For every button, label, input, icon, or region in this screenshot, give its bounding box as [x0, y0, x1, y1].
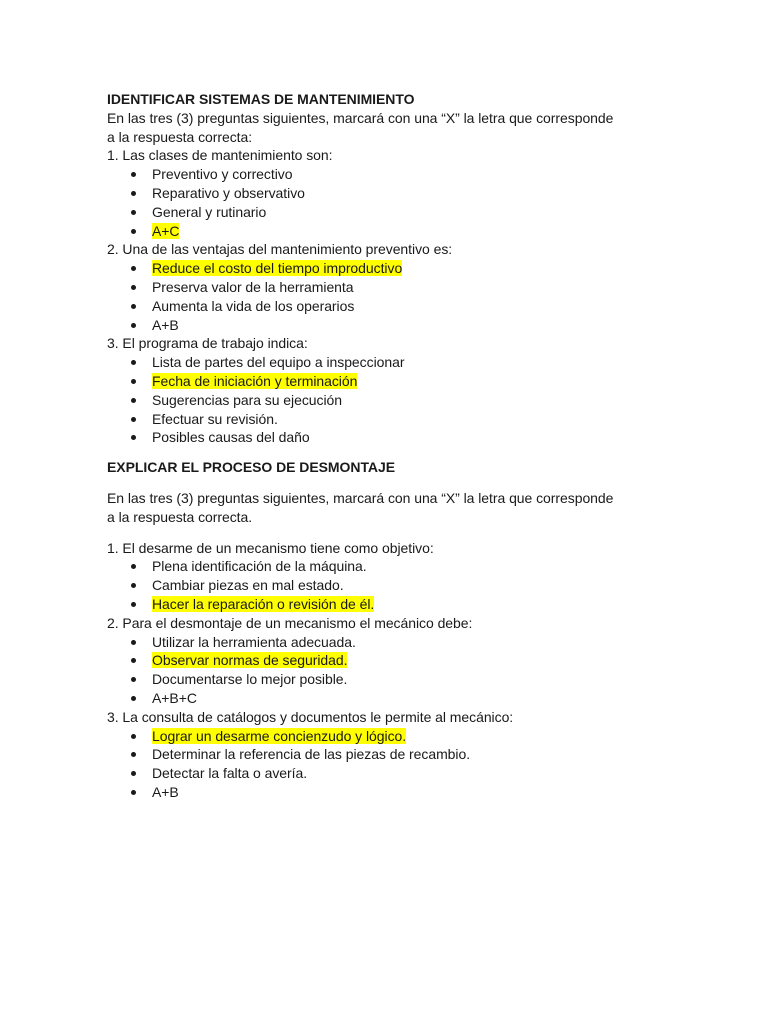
s2-q3-options	[107, 727, 667, 802]
option-text: Posibles causas del daño	[152, 429, 310, 446]
list-item	[107, 745, 667, 764]
option-text-highlighted: Fecha de iniciación y terminación	[152, 372, 358, 389]
option-text-highlighted: Observar normas de seguridad.	[152, 652, 348, 669]
option-text: Preventivo y correctivo	[152, 166, 293, 183]
list-item	[107, 783, 667, 802]
spacer	[107, 447, 667, 458]
list-item	[107, 184, 667, 203]
option-text-highlighted: Lograr un desarme concienzudo y lógico.	[152, 727, 407, 744]
list-item	[107, 595, 667, 614]
section1-intro-line1: En las tres (3) preguntas siguientes, marcará con una “X” la letra que corresponde	[107, 109, 614, 126]
section1-title: IDENTIFICAR SISTEMAS DE MANTENIMIENTO	[107, 91, 415, 107]
section2-intro-line1: En las tres (3) preguntas siguientes, marcará con una “X” la letra que corresponde	[107, 489, 614, 506]
list-item	[107, 297, 667, 316]
s1-q3-options	[107, 353, 667, 447]
option-text: Reparativo y observativo	[152, 184, 305, 201]
list-item	[107, 557, 667, 576]
list-item	[107, 727, 667, 746]
s1-question-2: 2. Una de las ventajas del mantenimiento preventivo es:	[107, 241, 453, 258]
list-item	[107, 670, 667, 689]
option-text: Aumenta la vida de los operarios	[152, 297, 355, 314]
s1-question-1: 1. Las clases de mantenimiento son:	[107, 147, 333, 164]
list-item	[107, 764, 667, 783]
list-item	[107, 428, 667, 447]
list-item	[107, 372, 667, 391]
s1-q1-options	[107, 165, 667, 240]
s2-q2-options	[107, 633, 667, 708]
list-item	[107, 689, 667, 708]
list-item	[107, 222, 667, 241]
list-item	[107, 651, 667, 670]
spacer	[107, 527, 667, 539]
s2-question-2: 2. Para el desmontaje de un mecanismo el mecánico debe:	[107, 614, 473, 631]
option-text: Preserva valor de la herramienta	[152, 278, 354, 295]
s1-q2-options	[107, 259, 667, 334]
list-item	[107, 353, 667, 372]
s2-question-3: 3. La consulta de catálogos y documentos le permite al mecánico:	[107, 708, 514, 725]
option-text: General y rutinario	[152, 203, 267, 220]
s2-q1-options	[107, 557, 667, 613]
option-text: Detectar la falta o avería.	[152, 765, 308, 782]
list-item	[107, 391, 667, 410]
option-text: Cambiar piezas en mal estado.	[152, 577, 344, 594]
option-text-highlighted: Reduce el costo del tiempo improductivo	[152, 260, 403, 277]
s2-question-1: 1. El desarme de un mecanismo tiene como objetivo:	[107, 539, 434, 556]
list-item	[107, 278, 667, 297]
option-text: Sugerencias para su ejecución	[152, 391, 343, 408]
option-text: Determinar la referencia de las piezas de recambio.	[152, 746, 471, 763]
section1-intro-line2: a la respuesta correcta:	[107, 128, 253, 145]
list-item	[107, 410, 667, 429]
section2-title: EXPLICAR EL PROCESO DE DESMONTAJE	[107, 459, 395, 476]
list-item	[107, 165, 667, 184]
list-item	[107, 259, 667, 278]
list-item	[107, 203, 667, 222]
list-item	[107, 633, 667, 652]
option-text: A+B+C	[152, 689, 197, 706]
option-text: A+B	[152, 783, 179, 800]
s1-question-3: 3. El programa de trabajo indica:	[107, 335, 308, 352]
spacer	[107, 477, 667, 489]
list-item	[107, 576, 667, 595]
option-text: Lista de partes del equipo a inspeccionar	[152, 354, 405, 371]
list-item	[107, 316, 667, 335]
option-text: Utilizar la herramienta adecuada.	[152, 633, 356, 650]
option-text-highlighted: Hacer la reparación o revisión de él.	[152, 595, 375, 612]
option-text: Efectuar su revisión.	[152, 410, 278, 427]
option-text: Documentarse lo mejor posible.	[152, 671, 348, 688]
option-text-highlighted: A+C	[152, 222, 180, 239]
option-text: A+B	[152, 316, 179, 333]
document-page	[107, 90, 667, 802]
option-text: Plena identificación de la máquina.	[152, 558, 367, 575]
section2-intro-line2: a la respuesta correcta.	[107, 508, 253, 525]
